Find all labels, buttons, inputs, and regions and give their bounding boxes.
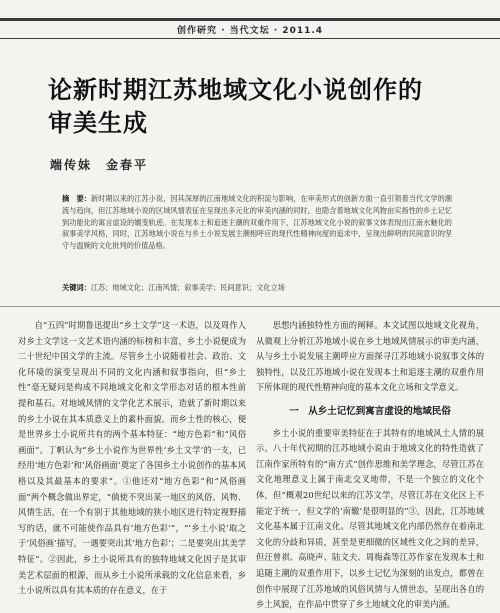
running-header-text: 创作研究 · 当代文坛 · 2011.4 [176,26,324,36]
body-right-column [256,318,484,613]
keywords-text: 江苏；地域文化；江南风情；叙事美学；民间意识；文化立场 [90,283,285,292]
body-paragraph: 思想内涵独特性方面的阐释。本文试图以地域文化视角，从微观上分析江苏地域小说在乡土地域风情展示的审美内涵，从与乡土小说发展主潮呼应方面探寻江苏地域小说叙事文体的独特性，以及江苏地域小说在发现本土和追逐主潮的双重作用下所体现的现代性精神向度的基本文化立场和文学意义。 [256,320,484,393]
article-title [48,74,468,140]
header-rule-top [0,18,500,21]
section-heading: 一 从乡土记忆到寓言虚设的地域民俗 [289,405,451,417]
article-title-line-1: 论新时期江苏地域文化小说创作的 [48,76,423,104]
abstract-label: 摘 要： [62,194,91,203]
keywords [62,282,452,293]
abstract [62,193,452,252]
running-header [0,18,500,40]
body-paragraph: 乡土小说的重要审美特征在于其特有的地域风土人情的展示。八十年代初期的江苏地域小说由于地域文化的特性造就了江南作家所特有的“南方式”创作思维和美学理念，尽管江苏在文化地理意义上属于南北交叉地带，不是一个独立的文化个体，但“概观20世纪以来的江苏文学，尽管江苏在文化区上不能定于统一，但文学的‘南辙’是很明显的”③，因此，江苏地域文化基本属于江南文化。尽管其地域文化内部仍然存在着南北文化的分歧和异质，甚至是更细微的区域性文化之间的差异，但汪曾祺、高晓声、陆文夫、周梅森等江苏作家在发现本土和追随主潮的双重作用下，以乡土记忆为深刻的出发点，都曾在创作中展现了江苏地域的风俗风情与人情世态，呈现出各自的乡土风貌，在作品中贯穿了乡土地域文化的审美内涵。 [256,427,484,610]
body-left-column [18,318,246,599]
abstract-text: 新时期以来的江苏小说，因其深厚的江南地域文化的积淀与影响，在审美形式的创新方面一直引领着当代文学的潮流与趋向，但江苏地域小说的区域风情表征在呈现出多元化的审美内涵的同时，也隐含着地域文化风物由实指性的乡土记忆到功能化的寓言虚设的嬗变轨迹。在发现本土和追逐主潮的双重作用下，江苏地域文化小说的叙事文体表现出江南水魅化的叙事美学风格，同时，江苏地域小说在与乡土小说发展主潮相呼应的现代性精神向度的追求中，呈现出鲜明的民间意识的坚守与温婉的文化批判的价值品格。 [62,194,452,251]
article-title-line-2: 审美生成 [48,109,148,137]
body-paragraph: 自“五四”时期鲁迅提出“乡土文学”这一术语，以及周作人对乡土文学这一文艺术语内涵的标榜和丰富，乡土小说便成为二十世纪中国文学的主流。尽管乡土小说随着社会、政治、文化环境的演变呈现出不同的文化内涵和叙事指向，但“乡土性”毫无疑问是构成不同地域文化和文学形态对话的根本性前提和基石。对地域风情的文学化艺术展示，造就了新时期以来的乡土小说在其本质意义上的素朴面貌。而乡土性的核心，便是世界乡土小说所共有的两个基本特征：“地方色彩”和“风俗画面”。丁帆认为“乡土小说作为世界性‘乡土文学’的一支，已经用‘地方色彩’和‘风俗画面’奠定了各国乡土小说创作的基本风格以及其最基本的要求”。①他还对“地方色彩”和“风俗画面”两个概念做出界定，“倘使不突出某一地区的风俗、风物、风情生活，在一个有别于其他地域的狭小地区进行特定视野描写的话，就不可能使作品具有‘地方色彩’”，“‘乡土小说’取之于‘风俗画’描写，一遇要突出其‘地方色彩’；二是要突出其美学特征”。②因此，乡土小说所具有的独特地域文化因子是其审美艺术层面的根源，而从乡土小说所承载的文化信息来看，乡土小说所以具有其本质的存在意义，在于 [18,320,246,596]
header-rule-bottom [0,38,500,39]
section-divider [0,306,500,307]
authors: 端传妹 金春平 [50,158,149,172]
keywords-label: 关键词： [62,283,91,292]
